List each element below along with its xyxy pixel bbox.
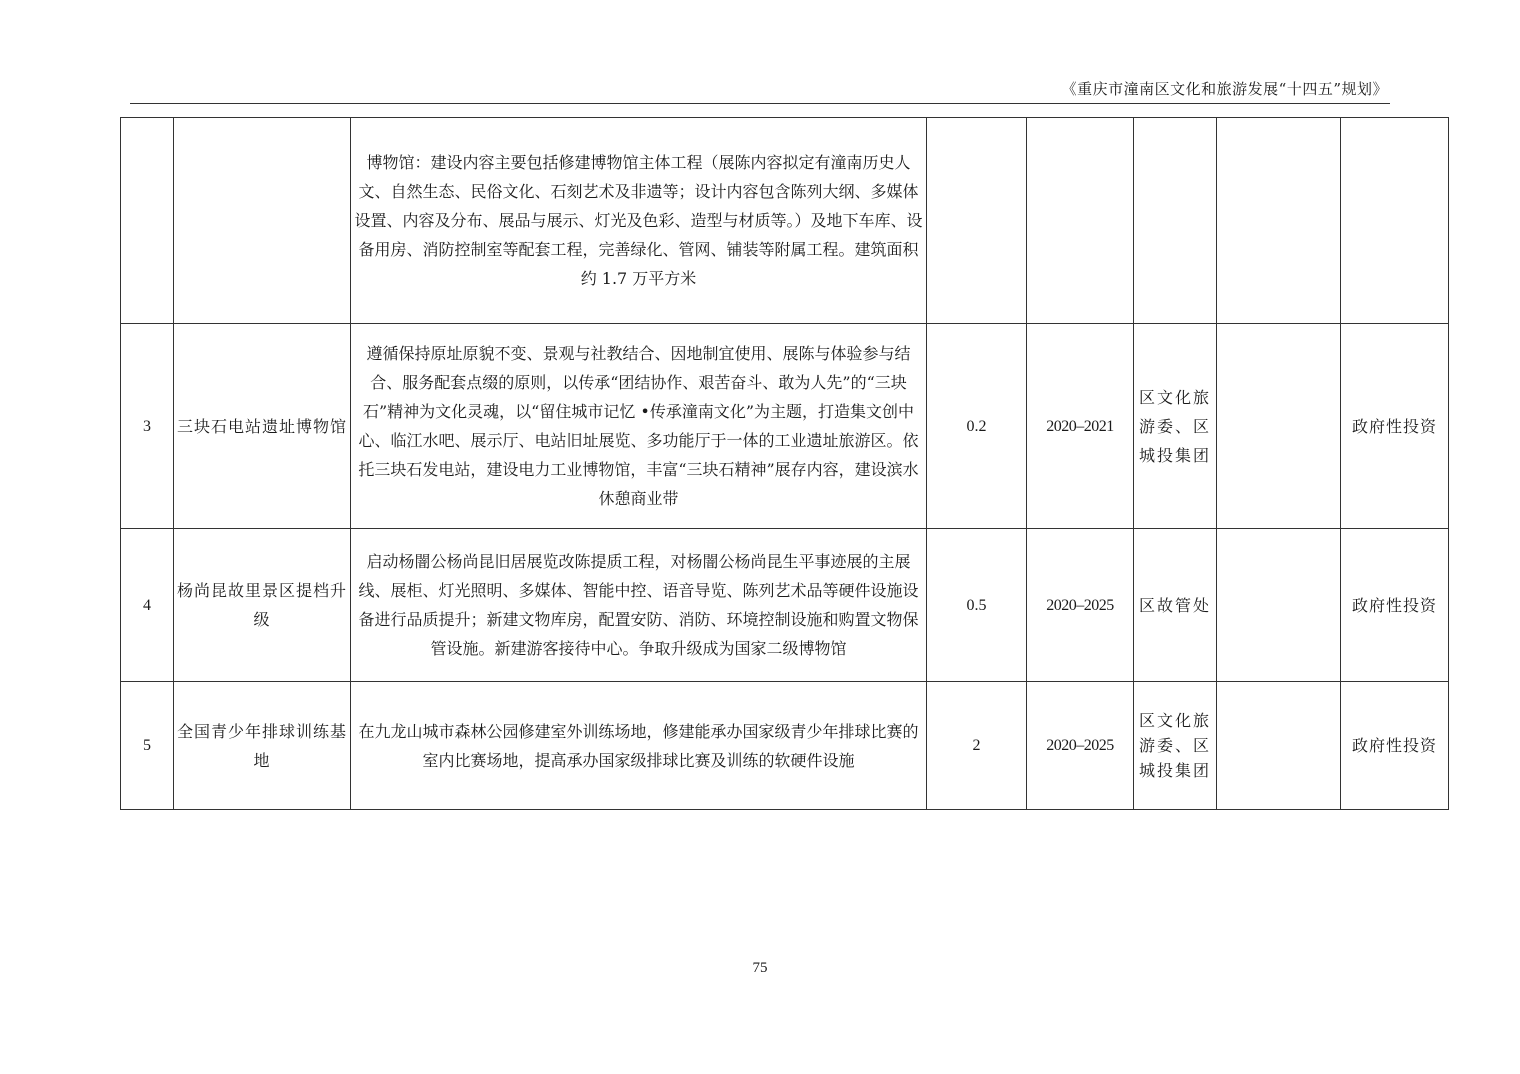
project-name: 三块石电站遗址博物馆 (174, 324, 351, 529)
table-row (121, 682, 1449, 810)
funding-source (1341, 118, 1449, 324)
responsible-unit (1134, 118, 1217, 324)
row-number: 5 (121, 682, 174, 810)
row-number: 4 (121, 529, 174, 682)
blank-cell (1217, 118, 1341, 324)
project-description: 遵循保持原址原貌不变、景观与社教结合、因地制宜使用、展陈与体验参与结合、服务配套点缀的原则，以传承“团结协作、艰苦奋斗、敢为人先”的“三块石”精神为文化灵魂，以“留住城市记忆 •传承潼南文化”为主题，打造集文创中心、临江水吧、展示厅、电站旧址展览、多功能厅于一体的工业遗址旅游区。依托三块石发电站，建设电力工业博物馆，丰富“三块石精神”展存内容，建设滨水休憩商业带 (351, 324, 927, 529)
project-name: 杨尚昆故里景区提档升级 (174, 529, 351, 682)
row-number: 3 (121, 324, 174, 529)
project-description: 博物馆：建设内容主要包括修建博物馆主体工程（展陈内容拟定有潼南历史人文、自然生态、民俗文化、石刻艺术及非遗等；设计内容包含陈列大纲、多媒体设置、内容及分布、展品与展示、灯光及色彩、造型与材质等。）及地下车库、设备用房、消防控制室等配套工程，完善绿化、管网、铺装等附属工程。建筑面积约 1.7 万平方米 (351, 118, 927, 324)
header-divider (130, 103, 1390, 104)
project-description: 在九龙山城市森林公园修建室外训练场地，修建能承办国家级青少年排球比赛的室内比赛场地，提高承办国家级排球比赛及训练的软硬件设施 (351, 682, 927, 810)
project-name: 全国青少年排球训练基地 (174, 682, 351, 810)
funding-source: 政府性投资 (1341, 529, 1449, 682)
page-number: 75 (752, 960, 768, 976)
investment-amount (927, 118, 1027, 324)
investment-amount: 2 (927, 682, 1027, 810)
project-description: 启动杨闇公杨尚昆旧居展览改陈提质工程，对杨闇公杨尚昆生平事迹展的主展线、展柜、灯光照明、多媒体、智能中控、语音导览、陈列艺术品等硬件设施设备进行品质提升；新建文物库房，配置安防、消防、环境控制设施和购置文物保管设施。新建游客接待中心。争取升级成为国家二级博物馆 (351, 529, 927, 682)
table-row (121, 529, 1449, 682)
table-row (121, 118, 1449, 324)
row-number (121, 118, 174, 324)
responsible-unit: 区文化旅游委、区城投集团 (1134, 324, 1217, 529)
blank-cell (1217, 682, 1341, 810)
investment-amount: 0.5 (927, 529, 1027, 682)
blank-cell (1217, 324, 1341, 529)
responsible-unit: 区文化旅游委、区城投集团 (1134, 682, 1217, 810)
funding-source: 政府性投资 (1341, 324, 1449, 529)
construction-period: 2020–2025 (1027, 529, 1134, 682)
investment-amount: 0.2 (927, 324, 1027, 529)
construction-period: 2020–2021 (1027, 324, 1134, 529)
projects-table (120, 117, 1449, 810)
table-row (121, 324, 1449, 529)
project-name (174, 118, 351, 324)
blank-cell (1217, 529, 1341, 682)
responsible-unit: 区故管处 (1134, 529, 1217, 682)
page-header-title: 《重庆市潼南区文化和旅游发展“十四五”规划》 (1061, 80, 1388, 98)
construction-period: 2020–2025 (1027, 682, 1134, 810)
funding-source: 政府性投资 (1341, 682, 1449, 810)
construction-period (1027, 118, 1134, 324)
